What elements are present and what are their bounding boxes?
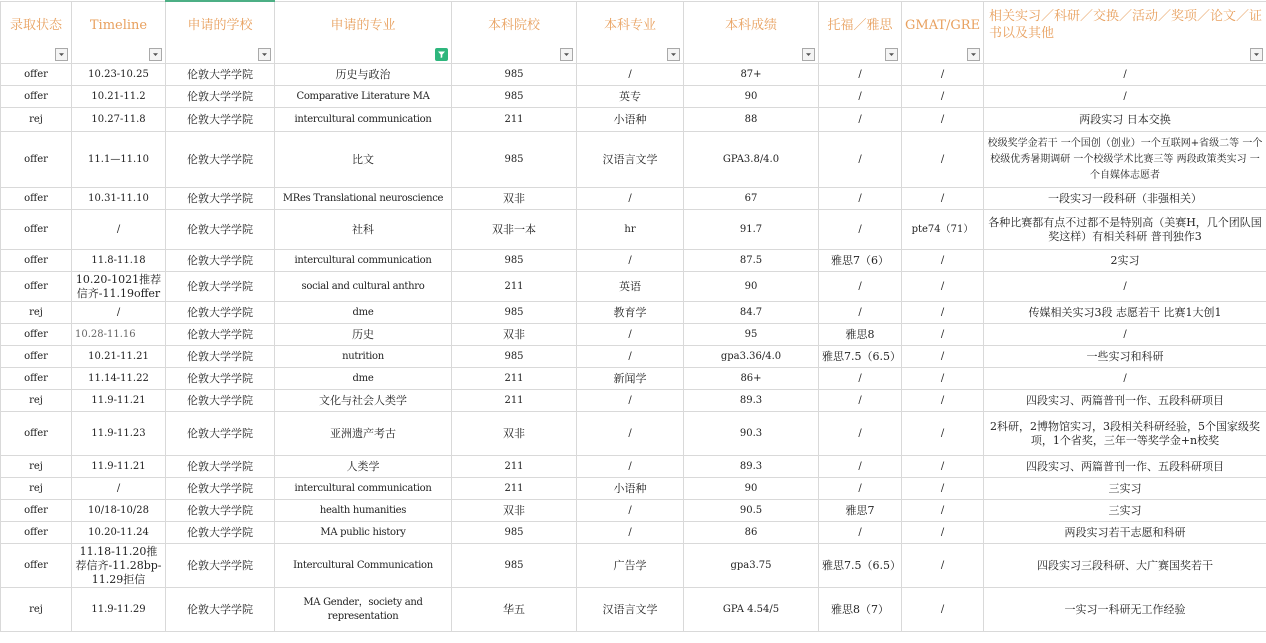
filter-dropdown-icon[interactable] <box>802 48 815 61</box>
cell-ug-grade[interactable]: GPA3.8/4.0 <box>684 132 819 188</box>
cell-ug-major[interactable]: / <box>577 346 684 368</box>
cell-ug-grade[interactable]: 88 <box>684 108 819 132</box>
cell-school[interactable]: 伦敦大学学院 <box>166 390 275 412</box>
table-row <box>1 478 1266 500</box>
column-header-label: 本科成绩 <box>724 17 777 33</box>
cell-status[interactable]: rej <box>1 390 72 412</box>
cell-ug-grade[interactable]: 67 <box>684 188 819 210</box>
column-header-label: GMAT/GRE <box>905 17 981 33</box>
table-row <box>1 188 1266 210</box>
filter-active-icon[interactable] <box>435 48 448 61</box>
cell-major[interactable]: 人类学 <box>275 456 452 478</box>
cell-experience[interactable]: 各种比赛都有点不过都不是特别高（美赛H，几个团队国奖这样）有相关科研 普刊独作3 <box>984 210 1266 250</box>
cell-ug-school[interactable]: 211 <box>452 478 577 500</box>
table-row <box>1 64 1266 86</box>
column-header-label: 托福／雅思 <box>827 17 893 33</box>
cell-ug-major[interactable]: 英专 <box>577 86 684 108</box>
table-row <box>1 210 1266 250</box>
cell-toefl-ielts[interactable]: 雅思8 <box>819 324 902 346</box>
cell-timeline[interactable]: 11.9-11.23 <box>72 412 166 456</box>
cell-experience[interactable]: 2实习 <box>984 250 1266 272</box>
cell-experience[interactable]: 传媒相关实习3段 志愿若干 比赛1大创1 <box>984 302 1266 324</box>
cell-gmat-gre[interactable]: / <box>902 108 984 132</box>
table-row <box>1 302 1266 324</box>
cell-ug-major[interactable]: 汉语言文学 <box>577 588 684 632</box>
cell-school[interactable]: 伦敦大学学院 <box>166 210 275 250</box>
cell-ug-major[interactable]: / <box>577 390 684 412</box>
cell-ug-school[interactable]: 211 <box>452 456 577 478</box>
cell-major[interactable]: Comparative Literature MA <box>275 86 452 108</box>
cell-school[interactable]: 伦敦大学学院 <box>166 272 275 302</box>
cell-gmat-gre[interactable]: / <box>902 500 984 522</box>
table-row <box>1 588 1266 632</box>
cell-experience[interactable]: 四段实习三段科研、大广赛国奖若干 <box>984 544 1266 588</box>
cell-school[interactable]: 伦敦大学学院 <box>166 188 275 210</box>
cell-gmat-gre[interactable]: / <box>902 478 984 500</box>
cell-ug-major[interactable]: 英语 <box>577 272 684 302</box>
column-header-label: 录取状态 <box>9 17 62 33</box>
cell-toefl-ielts[interactable]: / <box>819 478 902 500</box>
table-row <box>1 108 1266 132</box>
cell-ug-school[interactable]: 双非 <box>452 412 577 456</box>
cell-ug-grade[interactable]: 84.7 <box>684 302 819 324</box>
column-header-label: 本科专业 <box>603 17 656 33</box>
cell-major[interactable]: dme <box>275 302 452 324</box>
cell-toefl-ielts[interactable]: / <box>819 108 902 132</box>
table-row <box>1 272 1266 302</box>
cell-ug-major[interactable]: 教育学 <box>577 302 684 324</box>
column-header-toefl-ielts[interactable] <box>819 1 902 64</box>
cell-ug-grade[interactable]: gpa3.75 <box>684 544 819 588</box>
column-header-label: 本科院校 <box>487 17 540 33</box>
cell-status[interactable]: rej <box>1 108 72 132</box>
cell-ug-school[interactable]: 985 <box>452 302 577 324</box>
cell-ug-school[interactable]: 华五 <box>452 588 577 632</box>
cell-status[interactable]: offer <box>1 132 72 188</box>
cell-major[interactable]: intercultural communication <box>275 250 452 272</box>
cell-gmat-gre[interactable]: / <box>902 324 984 346</box>
filter-dropdown-icon[interactable] <box>967 48 980 61</box>
cell-gmat-gre[interactable]: / <box>902 250 984 272</box>
cell-toefl-ielts[interactable]: / <box>819 188 902 210</box>
cell-experience[interactable]: 一段实习一段科研（非强相关） <box>984 188 1266 210</box>
cell-ug-grade[interactable]: GPA 4.54/5 <box>684 588 819 632</box>
table-row <box>1 324 1266 346</box>
cell-school[interactable]: 伦敦大学学院 <box>166 478 275 500</box>
cell-major[interactable]: 亚洲遗产考古 <box>275 412 452 456</box>
cell-school[interactable]: 伦敦大学学院 <box>166 324 275 346</box>
cell-experience[interactable]: 两段实习 日本交换 <box>984 108 1266 132</box>
cell-toefl-ielts[interactable]: / <box>819 86 902 108</box>
table-row <box>1 132 1266 188</box>
cell-school[interactable]: 伦敦大学学院 <box>166 588 275 632</box>
cell-ug-grade[interactable]: 90 <box>684 478 819 500</box>
column-header-label: 相关实习／科研／交换／活动／奖项／论文／证书以及其他 <box>989 9 1263 42</box>
cell-toefl-ielts[interactable]: / <box>819 412 902 456</box>
cell-school[interactable]: 伦敦大学学院 <box>166 302 275 324</box>
cell-status[interactable]: offer <box>1 64 72 86</box>
cell-experience[interactable]: 三实习 <box>984 478 1266 500</box>
cell-ug-grade[interactable]: 90 <box>684 86 819 108</box>
cell-ug-grade[interactable]: 87.5 <box>684 250 819 272</box>
cell-experience[interactable]: / <box>984 368 1266 390</box>
cell-timeline[interactable]: 11.18-11.20推荐信齐-11.28bp-11.29拒信 <box>72 544 166 588</box>
cell-ug-school[interactable]: 985 <box>452 132 577 188</box>
cell-major[interactable]: MA Gender，society and representation <box>275 588 452 632</box>
cell-school[interactable]: 伦敦大学学院 <box>166 132 275 188</box>
header-row <box>1 1 1266 64</box>
cell-ug-school[interactable]: 211 <box>452 368 577 390</box>
cell-toefl-ielts[interactable]: 雅思7（6） <box>819 250 902 272</box>
cell-school[interactable]: 伦敦大学学院 <box>166 108 275 132</box>
cell-toefl-ielts[interactable]: 雅思8（7） <box>819 588 902 632</box>
filter-dropdown-icon[interactable] <box>1250 48 1263 61</box>
cell-ug-school[interactable]: 985 <box>452 544 577 588</box>
cell-ug-grade[interactable]: 95 <box>684 324 819 346</box>
cell-ug-school[interactable]: 985 <box>452 86 577 108</box>
cell-experience[interactable]: 三实习 <box>984 500 1266 522</box>
cell-status[interactable]: rej <box>1 478 72 500</box>
cell-ug-major[interactable]: 小语种 <box>577 108 684 132</box>
cell-toefl-ielts[interactable]: / <box>819 522 902 544</box>
cell-major[interactable]: social and cultural anthro <box>275 272 452 302</box>
table-row <box>1 522 1266 544</box>
cell-major[interactable]: intercultural communication <box>275 108 452 132</box>
cell-toefl-ielts[interactable]: / <box>819 456 902 478</box>
cell-school[interactable]: 伦敦大学学院 <box>166 86 275 108</box>
cell-ug-major[interactable]: / <box>577 456 684 478</box>
cell-toefl-ielts[interactable]: 雅思7.5（6.5） <box>819 346 902 368</box>
cell-gmat-gre[interactable]: / <box>902 86 984 108</box>
cell-toefl-ielts[interactable]: / <box>819 368 902 390</box>
cell-timeline[interactable]: 10.31-11.10 <box>72 188 166 210</box>
cell-toefl-ielts[interactable]: 雅思7 <box>819 500 902 522</box>
cell-ug-major[interactable]: 小语种 <box>577 478 684 500</box>
cell-school[interactable]: 伦敦大学学院 <box>166 412 275 456</box>
column-header-ug-school[interactable] <box>452 1 577 64</box>
table-row <box>1 368 1266 390</box>
column-header-ug-major[interactable] <box>577 1 684 64</box>
cell-timeline[interactable]: 11.14-11.22 <box>72 368 166 390</box>
cell-toefl-ielts[interactable]: / <box>819 390 902 412</box>
cell-ug-grade[interactable]: 86+ <box>684 368 819 390</box>
cell-ug-school[interactable]: 985 <box>452 346 577 368</box>
cell-ug-school[interactable]: 211 <box>452 108 577 132</box>
cell-status[interactable]: offer <box>1 522 72 544</box>
cell-ug-grade[interactable]: 89.3 <box>684 456 819 478</box>
cell-ug-school[interactable]: 双非 <box>452 500 577 522</box>
cell-experience[interactable]: 一实习一科研无工作经验 <box>984 588 1266 632</box>
cell-toefl-ielts[interactable]: / <box>819 132 902 188</box>
cell-timeline[interactable]: 11.9-11.21 <box>72 456 166 478</box>
cell-status[interactable]: offer <box>1 86 72 108</box>
cell-status[interactable]: offer <box>1 346 72 368</box>
table-row <box>1 456 1266 478</box>
cell-ug-major[interactable]: / <box>577 188 684 210</box>
cell-status[interactable]: rej <box>1 588 72 632</box>
cell-ug-major[interactable]: / <box>577 522 684 544</box>
cell-school[interactable]: 伦敦大学学院 <box>166 456 275 478</box>
cell-ug-school[interactable]: 985 <box>452 522 577 544</box>
cell-experience[interactable]: / <box>984 272 1266 302</box>
cell-ug-grade[interactable]: 89.3 <box>684 390 819 412</box>
cell-experience[interactable]: 一些实习和科研 <box>984 346 1266 368</box>
cell-status[interactable]: offer <box>1 324 72 346</box>
filter-dropdown-icon[interactable] <box>55 48 68 61</box>
cell-timeline[interactable]: 10.20-11.24 <box>72 522 166 544</box>
cell-school[interactable]: 伦敦大学学院 <box>166 250 275 272</box>
cell-toefl-ielts[interactable]: / <box>819 302 902 324</box>
cell-gmat-gre[interactable]: pte74（71） <box>902 210 984 250</box>
cell-timeline[interactable]: 11.9-11.29 <box>72 588 166 632</box>
cell-experience[interactable]: 校级奖学金若干 一个国创（创业）一个互联网+省级二等 一个校级优秀暑期调研 一个校级学术比赛三等 两段政策类实习 一个自媒体志愿者 <box>984 132 1266 188</box>
cell-ug-grade[interactable]: 86 <box>684 522 819 544</box>
cell-gmat-gre[interactable]: / <box>902 412 984 456</box>
cell-ug-grade[interactable]: 90 <box>684 272 819 302</box>
cell-ug-major[interactable]: / <box>577 324 684 346</box>
cell-experience[interactable]: 2科研，2博物馆实习，3段相关科研经验，5个国家级奖项，1个省奖，三年一等奖学金+n校奖 <box>984 412 1266 456</box>
cell-gmat-gre[interactable]: / <box>902 368 984 390</box>
cell-major[interactable]: intercultural communication <box>275 478 452 500</box>
cell-gmat-gre[interactable]: / <box>902 522 984 544</box>
cell-school[interactable]: 伦敦大学学院 <box>166 500 275 522</box>
cell-ug-major[interactable]: / <box>577 250 684 272</box>
cell-ug-school[interactable]: 双非 <box>452 188 577 210</box>
cell-timeline[interactable]: / <box>72 478 166 500</box>
filter-dropdown-icon[interactable] <box>885 48 898 61</box>
cell-major[interactable]: MRes Translational neuroscience <box>275 188 452 210</box>
cell-experience[interactable]: 四段实习、两篇普刊一作、五段科研项目 <box>984 390 1266 412</box>
cell-experience[interactable]: / <box>984 86 1266 108</box>
cell-gmat-gre[interactable]: / <box>902 390 984 412</box>
cell-school[interactable]: 伦敦大学学院 <box>166 346 275 368</box>
cell-ug-school[interactable]: 双非一本 <box>452 210 577 250</box>
cell-ug-school[interactable]: 985 <box>452 250 577 272</box>
table-row <box>1 544 1266 588</box>
cell-major[interactable]: 文化与社会人类学 <box>275 390 452 412</box>
cell-timeline[interactable]: 10.23-10.25 <box>72 64 166 86</box>
column-header-label: Timeline <box>89 17 148 33</box>
column-header-ug-grade[interactable] <box>684 1 819 64</box>
column-header-label: 申请的学校 <box>187 18 253 33</box>
cell-ug-grade[interactable]: 87+ <box>684 64 819 86</box>
cell-ug-major[interactable]: 汉语言文学 <box>577 132 684 188</box>
cell-school[interactable]: 伦敦大学学院 <box>166 64 275 86</box>
filter-dropdown-icon[interactable] <box>560 48 573 61</box>
cell-timeline[interactable]: 11.8-11.18 <box>72 250 166 272</box>
cell-experience[interactable]: / <box>984 324 1266 346</box>
cell-gmat-gre[interactable]: / <box>902 588 984 632</box>
table-row <box>1 250 1266 272</box>
cell-status[interactable]: offer <box>1 250 72 272</box>
cell-timeline[interactable]: 11.9-11.21 <box>72 390 166 412</box>
cell-ug-grade[interactable]: 90.3 <box>684 412 819 456</box>
cell-toefl-ielts[interactable]: / <box>819 64 902 86</box>
cell-status[interactable]: offer <box>1 368 72 390</box>
cell-timeline[interactable]: 10.27-11.8 <box>72 108 166 132</box>
table-row <box>1 500 1266 522</box>
cell-timeline[interactable]: / <box>72 210 166 250</box>
cell-experience[interactable]: / <box>984 64 1266 86</box>
column-header-experience[interactable] <box>984 1 1266 64</box>
cell-toefl-ielts[interactable]: / <box>819 210 902 250</box>
cell-ug-school[interactable]: 985 <box>452 64 577 86</box>
cell-timeline[interactable]: 11.1—11.10 <box>72 132 166 188</box>
cell-ug-major[interactable]: / <box>577 412 684 456</box>
cell-experience[interactable]: 四段实习、两篇普刊一作、五段科研项目 <box>984 456 1266 478</box>
cell-gmat-gre[interactable]: / <box>902 544 984 588</box>
table-row <box>1 412 1266 456</box>
cell-status[interactable]: offer <box>1 500 72 522</box>
cell-school[interactable]: 伦敦大学学院 <box>166 522 275 544</box>
cell-major[interactable]: 历史与政治 <box>275 64 452 86</box>
cell-timeline[interactable]: 10.21-11.2 <box>72 86 166 108</box>
cell-ug-major[interactable]: / <box>577 500 684 522</box>
table-row <box>1 346 1266 368</box>
cell-toefl-ielts[interactable]: 雅思7.5（6.5） <box>819 544 902 588</box>
cell-gmat-gre[interactable]: / <box>902 272 984 302</box>
cell-ug-grade[interactable]: gpa3.36/4.0 <box>684 346 819 368</box>
cell-major[interactable]: nutrition <box>275 346 452 368</box>
cell-timeline[interactable]: / <box>72 302 166 324</box>
cell-gmat-gre[interactable]: / <box>902 132 984 188</box>
cell-major[interactable]: Intercultural Communication <box>275 544 452 588</box>
table-body <box>1 64 1266 632</box>
cell-timeline[interactable]: 10.28-11.16 <box>72 324 166 346</box>
cell-major[interactable]: dme <box>275 368 452 390</box>
cell-major[interactable]: 历史 <box>275 324 452 346</box>
filter-dropdown-icon[interactable] <box>258 48 271 61</box>
cell-status[interactable]: offer <box>1 544 72 588</box>
column-header-status[interactable] <box>1 1 72 64</box>
cell-gmat-gre[interactable]: / <box>902 64 984 86</box>
cell-timeline[interactable]: 10.21-11.21 <box>72 346 166 368</box>
filter-dropdown-icon[interactable] <box>149 48 162 61</box>
column-header-major[interactable] <box>275 1 452 64</box>
cell-major[interactable]: 社科 <box>275 210 452 250</box>
cell-status[interactable]: offer <box>1 412 72 456</box>
column-header-timeline[interactable] <box>72 1 166 64</box>
cell-ug-major[interactable]: hr <box>577 210 684 250</box>
cell-ug-school[interactable]: 211 <box>452 272 577 302</box>
table-row <box>1 86 1266 108</box>
table-row <box>1 390 1266 412</box>
cell-timeline[interactable]: 10.20-1021推荐信齐-11.19offer <box>72 272 166 302</box>
cell-school[interactable]: 伦敦大学学院 <box>166 368 275 390</box>
cell-experience[interactable]: 两段实习若干志愿和科研 <box>984 522 1266 544</box>
cell-ug-school[interactable]: 211 <box>452 390 577 412</box>
column-header-gmat-gre[interactable] <box>902 1 984 64</box>
cell-status[interactable]: offer <box>1 188 72 210</box>
column-header-label: 申请的专业 <box>330 17 396 33</box>
cell-toefl-ielts[interactable]: / <box>819 272 902 302</box>
cell-major[interactable]: 比文 <box>275 132 452 188</box>
cell-major[interactable]: MA public history <box>275 522 452 544</box>
cell-ug-major[interactable]: / <box>577 64 684 86</box>
cell-gmat-gre[interactable]: / <box>902 302 984 324</box>
cell-ug-grade[interactable]: 91.7 <box>684 210 819 250</box>
cell-gmat-gre[interactable]: / <box>902 188 984 210</box>
cell-status[interactable]: rej <box>1 456 72 478</box>
cell-ug-major[interactable]: 新闻学 <box>577 368 684 390</box>
cell-ug-major[interactable]: 广告学 <box>577 544 684 588</box>
cell-status[interactable]: rej <box>1 302 72 324</box>
cell-ug-school[interactable]: 双非 <box>452 324 577 346</box>
cell-status[interactable]: offer <box>1 210 72 250</box>
cell-major[interactable]: health humanities <box>275 500 452 522</box>
cell-ug-grade[interactable]: 90.5 <box>684 500 819 522</box>
cell-gmat-gre[interactable]: / <box>902 346 984 368</box>
filter-dropdown-icon[interactable] <box>667 48 680 61</box>
cell-timeline[interactable]: 10/18-10/28 <box>72 500 166 522</box>
cell-school[interactable]: 伦敦大学学院 <box>166 544 275 588</box>
column-header-school[interactable] <box>166 1 275 64</box>
cell-gmat-gre[interactable]: / <box>902 456 984 478</box>
cell-status[interactable]: offer <box>1 272 72 302</box>
